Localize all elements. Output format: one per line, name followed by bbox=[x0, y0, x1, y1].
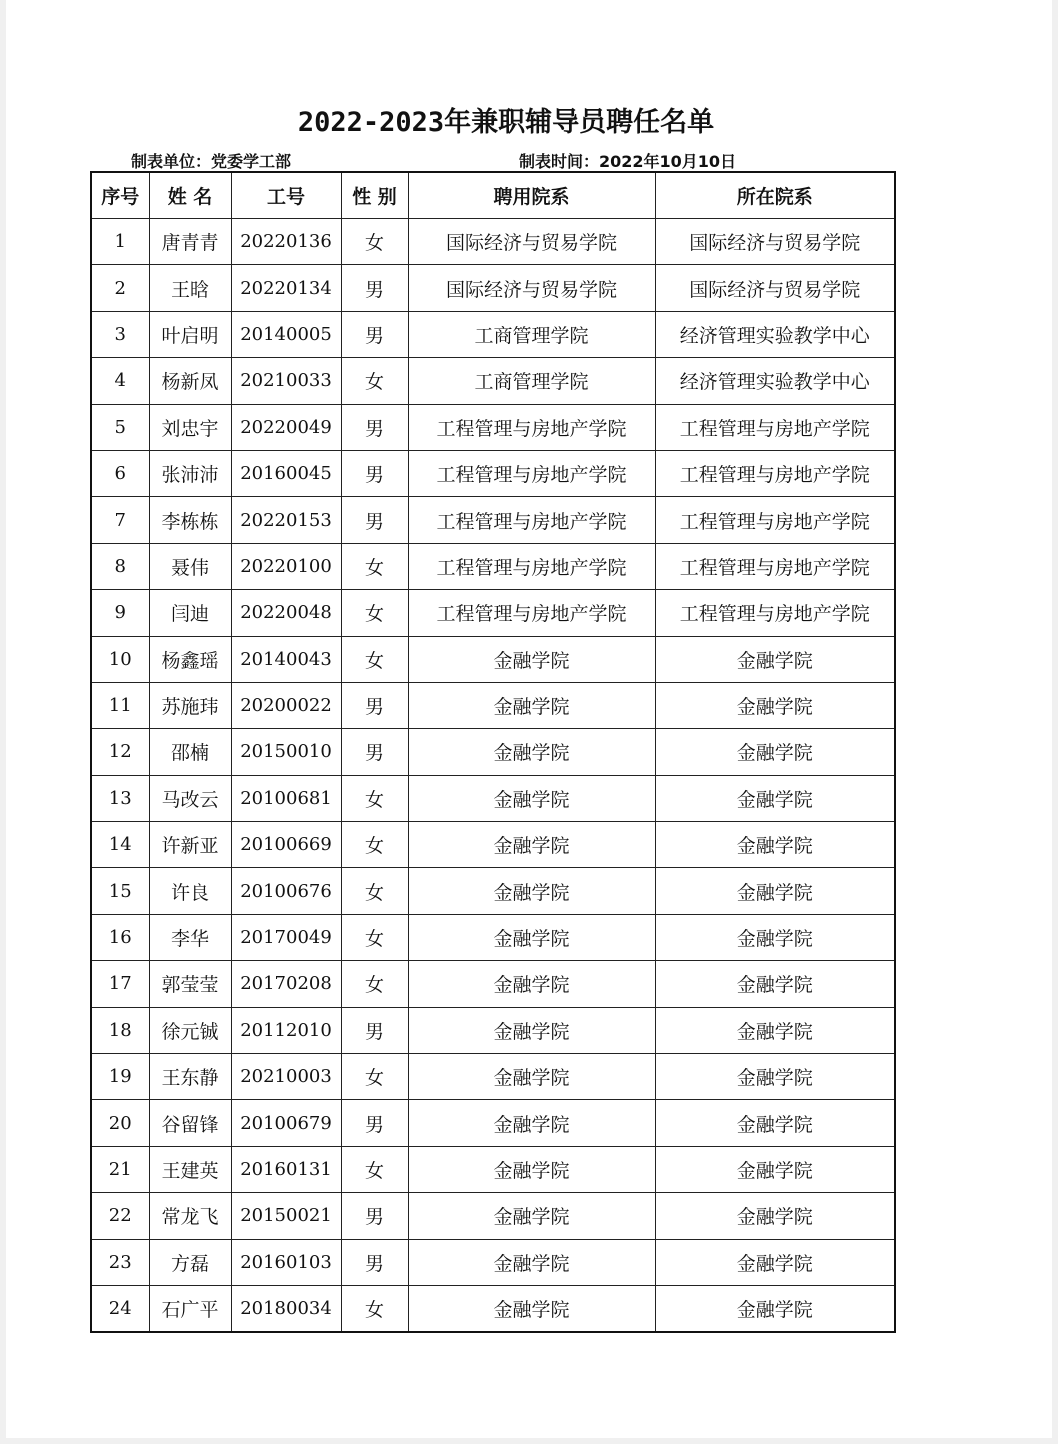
row-name: 常龙飞 bbox=[149, 1193, 231, 1239]
row-home-dept: 工程管理与房地产学院 bbox=[655, 404, 895, 450]
row-name: 张沛沛 bbox=[149, 450, 231, 496]
row-hiring-dept: 国际经济与贸易学院 bbox=[408, 219, 655, 265]
table-row bbox=[91, 775, 895, 821]
row-name: 唐青青 bbox=[149, 219, 231, 265]
row-staff-id: 20180034 bbox=[231, 1285, 341, 1332]
row-hiring-dept: 工商管理学院 bbox=[408, 311, 655, 357]
row-gender: 男 bbox=[341, 1007, 408, 1053]
table-row bbox=[91, 1285, 895, 1332]
row-hiring-dept: 金融学院 bbox=[408, 1239, 655, 1285]
row-home-dept: 金融学院 bbox=[655, 822, 895, 868]
row-hiring-dept: 金融学院 bbox=[408, 961, 655, 1007]
row-index: 3 bbox=[91, 311, 149, 357]
row-index: 12 bbox=[91, 729, 149, 775]
row-name: 谷留锋 bbox=[149, 1100, 231, 1146]
row-staff-id: 20140043 bbox=[231, 636, 341, 682]
row-staff-id: 20100669 bbox=[231, 822, 341, 868]
row-name: 闫迪 bbox=[149, 590, 231, 636]
row-index: 8 bbox=[91, 543, 149, 589]
row-hiring-dept: 金融学院 bbox=[408, 1007, 655, 1053]
table-row bbox=[91, 729, 895, 775]
table-row bbox=[91, 822, 895, 868]
document-title: 2022-2023年兼职辅导员聘任名单 bbox=[297, 107, 715, 138]
row-name: 许良 bbox=[149, 868, 231, 914]
row-staff-id: 20112010 bbox=[231, 1007, 341, 1053]
row-home-dept: 金融学院 bbox=[655, 775, 895, 821]
row-name: 苏施玮 bbox=[149, 682, 231, 728]
row-gender: 女 bbox=[341, 358, 408, 404]
row-hiring-dept: 工程管理与房地产学院 bbox=[408, 590, 655, 636]
row-hiring-dept: 工程管理与房地产学院 bbox=[408, 404, 655, 450]
row-name: 马改云 bbox=[149, 775, 231, 821]
row-index: 22 bbox=[91, 1193, 149, 1239]
row-gender: 女 bbox=[341, 1285, 408, 1332]
table-row bbox=[91, 497, 895, 543]
row-home-dept: 金融学院 bbox=[655, 1146, 895, 1192]
row-index: 20 bbox=[91, 1100, 149, 1146]
row-home-dept: 工程管理与房地产学院 bbox=[655, 450, 895, 496]
table-row bbox=[91, 543, 895, 589]
row-name: 邵楠 bbox=[149, 729, 231, 775]
row-gender: 男 bbox=[341, 265, 408, 311]
row-staff-id: 20170208 bbox=[231, 961, 341, 1007]
row-staff-id: 20210033 bbox=[231, 358, 341, 404]
table-row bbox=[91, 219, 895, 265]
row-staff-id: 20160103 bbox=[231, 1239, 341, 1285]
row-index: 18 bbox=[91, 1007, 149, 1053]
row-staff-id: 20220134 bbox=[231, 265, 341, 311]
row-home-dept: 金融学院 bbox=[655, 1285, 895, 1332]
row-name: 杨鑫瑶 bbox=[149, 636, 231, 682]
row-home-dept: 经济管理实验教学中心 bbox=[655, 311, 895, 357]
row-name: 王晗 bbox=[149, 265, 231, 311]
row-home-dept: 金融学院 bbox=[655, 1054, 895, 1100]
row-name: 刘忠宇 bbox=[149, 404, 231, 450]
row-hiring-dept: 金融学院 bbox=[408, 1193, 655, 1239]
row-staff-id: 20220100 bbox=[231, 543, 341, 589]
row-home-dept: 金融学院 bbox=[655, 1193, 895, 1239]
row-home-dept: 金融学院 bbox=[655, 914, 895, 960]
row-gender: 男 bbox=[341, 497, 408, 543]
prepared-date-label: 制表时间：2022年10月10日 bbox=[519, 152, 737, 171]
row-hiring-dept: 金融学院 bbox=[408, 1146, 655, 1192]
row-hiring-dept: 金融学院 bbox=[408, 914, 655, 960]
row-hiring-dept: 金融学院 bbox=[408, 1054, 655, 1100]
row-name: 杨新凤 bbox=[149, 358, 231, 404]
row-gender: 男 bbox=[341, 450, 408, 496]
row-staff-id: 20160131 bbox=[231, 1146, 341, 1192]
header-staff-id: 工号 bbox=[231, 172, 341, 219]
row-index: 2 bbox=[91, 265, 149, 311]
row-index: 11 bbox=[91, 682, 149, 728]
row-staff-id: 20220153 bbox=[231, 497, 341, 543]
table-row bbox=[91, 914, 895, 960]
row-name: 石广平 bbox=[149, 1285, 231, 1332]
row-index: 10 bbox=[91, 636, 149, 682]
row-gender: 男 bbox=[341, 1239, 408, 1285]
row-gender: 男 bbox=[341, 1100, 408, 1146]
row-index: 13 bbox=[91, 775, 149, 821]
row-staff-id: 20150010 bbox=[231, 729, 341, 775]
table-row bbox=[91, 1146, 895, 1192]
row-gender: 女 bbox=[341, 219, 408, 265]
header-name: 姓 名 bbox=[149, 172, 231, 219]
row-staff-id: 20220048 bbox=[231, 590, 341, 636]
row-gender: 女 bbox=[341, 1146, 408, 1192]
table-row bbox=[91, 1193, 895, 1239]
table-row bbox=[91, 682, 895, 728]
row-staff-id: 20150021 bbox=[231, 1193, 341, 1239]
row-hiring-dept: 金融学院 bbox=[408, 1285, 655, 1332]
table-row bbox=[91, 868, 895, 914]
row-hiring-dept: 工商管理学院 bbox=[408, 358, 655, 404]
row-gender: 男 bbox=[341, 311, 408, 357]
row-index: 21 bbox=[91, 1146, 149, 1192]
table-row bbox=[91, 265, 895, 311]
row-home-dept: 金融学院 bbox=[655, 961, 895, 1007]
row-home-dept: 金融学院 bbox=[655, 729, 895, 775]
row-staff-id: 20140005 bbox=[231, 311, 341, 357]
row-gender: 男 bbox=[341, 1193, 408, 1239]
row-home-dept: 金融学院 bbox=[655, 1100, 895, 1146]
row-staff-id: 20220049 bbox=[231, 404, 341, 450]
table-row bbox=[91, 961, 895, 1007]
row-name: 王建英 bbox=[149, 1146, 231, 1192]
row-home-dept: 金融学院 bbox=[655, 682, 895, 728]
table-row bbox=[91, 590, 895, 636]
row-home-dept: 经济管理实验教学中心 bbox=[655, 358, 895, 404]
row-hiring-dept: 工程管理与房地产学院 bbox=[408, 497, 655, 543]
row-hiring-dept: 金融学院 bbox=[408, 636, 655, 682]
row-gender: 男 bbox=[341, 729, 408, 775]
row-index: 9 bbox=[91, 590, 149, 636]
row-name: 李华 bbox=[149, 914, 231, 960]
row-index: 16 bbox=[91, 914, 149, 960]
table-row bbox=[91, 636, 895, 682]
table-body bbox=[91, 219, 895, 1333]
row-hiring-dept: 工程管理与房地产学院 bbox=[408, 450, 655, 496]
row-index: 15 bbox=[91, 868, 149, 914]
row-hiring-dept: 金融学院 bbox=[408, 868, 655, 914]
row-staff-id: 20100676 bbox=[231, 868, 341, 914]
row-gender: 男 bbox=[341, 682, 408, 728]
table-row bbox=[91, 1100, 895, 1146]
row-home-dept: 工程管理与房地产学院 bbox=[655, 590, 895, 636]
row-name: 叶启明 bbox=[149, 311, 231, 357]
table-row bbox=[91, 450, 895, 496]
row-home-dept: 金融学院 bbox=[655, 636, 895, 682]
row-name: 李栋栋 bbox=[149, 497, 231, 543]
row-index: 23 bbox=[91, 1239, 149, 1285]
row-staff-id: 20170049 bbox=[231, 914, 341, 960]
row-hiring-dept: 工程管理与房地产学院 bbox=[408, 543, 655, 589]
row-home-dept: 金融学院 bbox=[655, 1007, 895, 1053]
row-gender: 女 bbox=[341, 1054, 408, 1100]
row-hiring-dept: 国际经济与贸易学院 bbox=[408, 265, 655, 311]
row-gender: 女 bbox=[341, 636, 408, 682]
row-gender: 女 bbox=[341, 822, 408, 868]
header-home-dept: 所在院系 bbox=[655, 172, 895, 219]
header-hiring-dept: 聘用院系 bbox=[408, 172, 655, 219]
row-staff-id: 20210003 bbox=[231, 1054, 341, 1100]
row-index: 5 bbox=[91, 404, 149, 450]
row-staff-id: 20220136 bbox=[231, 219, 341, 265]
row-name: 方磊 bbox=[149, 1239, 231, 1285]
header-gender: 性 别 bbox=[341, 172, 408, 219]
row-index: 7 bbox=[91, 497, 149, 543]
row-index: 6 bbox=[91, 450, 149, 496]
row-staff-id: 20100679 bbox=[231, 1100, 341, 1146]
row-name: 徐元铖 bbox=[149, 1007, 231, 1053]
row-index: 1 bbox=[91, 219, 149, 265]
table-row bbox=[91, 311, 895, 357]
table-row bbox=[91, 1239, 895, 1285]
row-home-dept: 工程管理与房地产学院 bbox=[655, 497, 895, 543]
row-home-dept: 工程管理与房地产学院 bbox=[655, 543, 895, 589]
row-hiring-dept: 金融学院 bbox=[408, 729, 655, 775]
row-name: 许新亚 bbox=[149, 822, 231, 868]
row-gender: 女 bbox=[341, 543, 408, 589]
table-row bbox=[91, 1054, 895, 1100]
row-hiring-dept: 金融学院 bbox=[408, 1100, 655, 1146]
row-name: 郭莹莹 bbox=[149, 961, 231, 1007]
row-gender: 女 bbox=[341, 868, 408, 914]
row-index: 17 bbox=[91, 961, 149, 1007]
row-home-dept: 国际经济与贸易学院 bbox=[655, 265, 895, 311]
table-row bbox=[91, 1007, 895, 1053]
header-index: 序号 bbox=[91, 172, 149, 219]
row-home-dept: 金融学院 bbox=[655, 1239, 895, 1285]
row-gender: 女 bbox=[341, 961, 408, 1007]
row-index: 4 bbox=[91, 358, 149, 404]
row-index: 14 bbox=[91, 822, 149, 868]
row-hiring-dept: 金融学院 bbox=[408, 682, 655, 728]
table-header-row bbox=[91, 172, 895, 219]
row-name: 聂伟 bbox=[149, 543, 231, 589]
row-staff-id: 20100681 bbox=[231, 775, 341, 821]
row-name: 王东静 bbox=[149, 1054, 231, 1100]
row-hiring-dept: 金融学院 bbox=[408, 775, 655, 821]
row-index: 19 bbox=[91, 1054, 149, 1100]
prepared-by-label: 制表单位：党委学工部 bbox=[131, 152, 292, 171]
row-home-dept: 金融学院 bbox=[655, 868, 895, 914]
counselor-roster-table bbox=[90, 171, 896, 1333]
row-staff-id: 20160045 bbox=[231, 450, 341, 496]
row-index: 24 bbox=[91, 1285, 149, 1332]
row-staff-id: 20200022 bbox=[231, 682, 341, 728]
table-row bbox=[91, 404, 895, 450]
row-home-dept: 国际经济与贸易学院 bbox=[655, 219, 895, 265]
table-row bbox=[91, 358, 895, 404]
row-gender: 女 bbox=[341, 590, 408, 636]
row-hiring-dept: 金融学院 bbox=[408, 822, 655, 868]
row-gender: 男 bbox=[341, 404, 408, 450]
row-gender: 女 bbox=[341, 775, 408, 821]
row-gender: 女 bbox=[341, 914, 408, 960]
